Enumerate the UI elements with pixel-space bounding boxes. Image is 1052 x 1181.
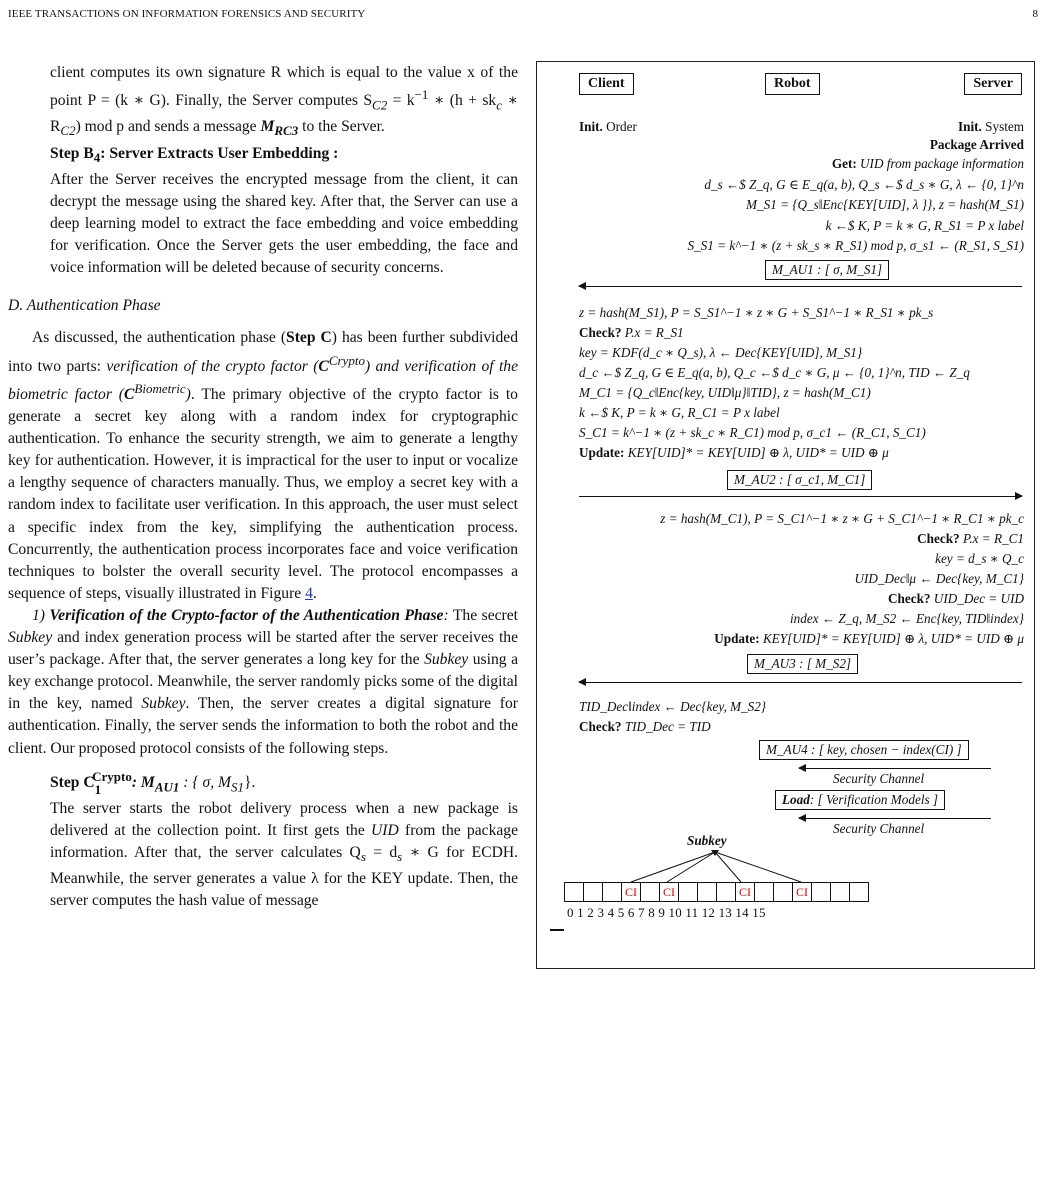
text: S1 <box>230 778 244 794</box>
protocol-figure <box>536 61 1035 969</box>
left-column <box>8 62 518 913</box>
server-verify-3: UID_Dec‖μ ← Dec{key, M_C1} <box>854 571 1024 586</box>
client-eq-4: M_C1 = {Q_c‖Enc{key, UID‖μ}‖TID}, z = hash(M_C1) <box>579 385 871 400</box>
client-entity: Client <box>579 73 634 95</box>
key-cell <box>754 882 774 902</box>
server-verify-2: key = d_s ∗ Q_c <box>935 551 1024 566</box>
text: UID_Dec = UID <box>933 591 1024 606</box>
key-cell-ci: CI <box>659 882 679 902</box>
text: Subkey <box>424 651 469 669</box>
text: : [ Verification Models ] <box>809 792 939 807</box>
text: Verification of the Crypto-factor of the Authentication Phase <box>49 606 444 624</box>
text: . Then, the server creates a digital signature for authentication. Finally, the server sends the information to both the robot and the client. Our proposed protocol consists of the following steps. <box>8 695 518 757</box>
running-header: IEEE TRANSACTIONS ON INFORMATION FORENSICS AND SECURITY <box>8 8 366 20</box>
client-eq-6: S_C1 = k^−1 ∗ (z + sk_c ∗ R_C1) mod p, σ_c1 ← (R_C1, S_C1) <box>579 425 926 440</box>
key-indices: 0 1 2 3 4 5 6 7 8 9 10 11 12 13 14 15 <box>567 905 766 920</box>
text: : <box>443 606 449 624</box>
section-title: D. Authentication Phase <box>8 297 161 315</box>
key-cell <box>716 882 736 902</box>
text: AU1 <box>154 778 180 794</box>
key-cell <box>811 882 831 902</box>
key-cell <box>830 882 850 902</box>
text: s <box>397 849 403 865</box>
subkey-lines <box>537 62 1034 968</box>
robot-entity: Robot <box>765 73 820 95</box>
text: Crypto <box>328 352 365 368</box>
key-cell <box>678 882 698 902</box>
text: System <box>985 119 1024 134</box>
text: verification of the crypto factor ( <box>106 357 319 375</box>
text: Check? <box>579 719 622 734</box>
text: ∗ (h + sk <box>428 92 497 110</box>
text: C <box>123 386 135 404</box>
text: KEY[UID]* = KEY[UID] ⊕ λ, UID* = UID ⊕ μ <box>762 631 1024 646</box>
text: = d <box>365 844 398 862</box>
text: C <box>318 357 329 375</box>
text: ) <box>185 386 191 404</box>
paragraph-auth-phase <box>8 327 518 605</box>
text: ∗ G for ECDH. Meanwhile, the server generates a value λ for the KEY update. Then, the server computes the hash value of message <box>50 844 519 910</box>
subkey-label: Subkey <box>687 833 727 848</box>
paragraph-b4: After the Server receives the encrypted message from the client, it can decrypt the message using the shared key. After that, the Server can use a deep learning model to extract the face embedding and voice embedding for verification. Once the Server gets the user embedding, the face and voice information will be deleted because of security concerns. <box>50 170 518 277</box>
text: Get: <box>831 156 857 171</box>
text: Step C <box>50 773 95 791</box>
client-eq-1: z = hash(M_S1), P = S_S1^−1 ∗ z ∗ G + S_S1^−1 ∗ R_S1 ∗ pk_s <box>579 305 934 320</box>
text: P.x = R_C1 <box>962 531 1024 546</box>
text: Init. <box>958 119 982 134</box>
server-entity: Server <box>964 73 1022 95</box>
text: −1 <box>414 87 429 103</box>
text: 1) <box>32 606 50 624</box>
text: UID from package information <box>860 156 1024 171</box>
text: Check? <box>579 325 622 340</box>
text: UID <box>371 822 399 840</box>
text: from the package information. After that, the server calculates Q <box>50 822 519 862</box>
text: Check? <box>917 531 960 546</box>
key-cell-ci: CI <box>792 882 812 902</box>
message-mau3: M_AU3 : [ M_S2] <box>747 654 858 674</box>
message-mau2: M_AU2 : [ σ_c1, M_C1] <box>727 470 872 490</box>
server-eq-1: d_s ←$ Z_q, G ∈ E_q(a, b), Q_s ←$ d_s ∗ G, λ ← {0, 1}^n <box>704 177 1024 192</box>
text: Biometric <box>134 380 186 396</box>
text: TID_Dec = TID <box>624 719 711 734</box>
client-eq-2: key = KDF(d_c ∗ Q_s), λ ← Dec{KEY[UID], M_S1} <box>579 345 863 360</box>
text: : M <box>131 773 155 791</box>
text: : Server Extracts User Embedding : <box>100 144 339 162</box>
client-eq-3: d_c ←$ Z_q, G ∈ E_q(a, b), Q_c ←$ d_c ∗ G, μ ← {0, 1}^n, TID ← Z_q <box>579 365 970 380</box>
client-eq-5: k ←$ K, P = k ∗ G, R_C1 = P x label <box>579 405 780 420</box>
key-cell <box>849 882 869 902</box>
text: . <box>312 584 317 602</box>
text: Check? <box>888 591 931 606</box>
text: s <box>360 849 366 865</box>
text: ) mod p and sends a message <box>75 118 261 136</box>
key-cell-ci: CI <box>621 882 641 902</box>
paragraph-c1 <box>50 798 518 913</box>
text: RC3 <box>274 123 299 139</box>
server-eq-4: S_S1 = k^−1 ∗ (z + sk_s ∗ R_S1) mod p, σ_s1 ← (R_S1, S_S1) <box>687 238 1024 253</box>
message-mau4: M_AU4 : [ key, chosen − index(CI) ] <box>759 740 969 760</box>
step-b3-continuation <box>8 62 518 279</box>
text: Init. <box>579 119 603 134</box>
paragraph-b3 <box>50 62 518 143</box>
paragraph-crypto-factor <box>8 605 518 760</box>
text: Crypto <box>92 768 132 784</box>
text: Step B <box>50 144 94 162</box>
text: ) has been further subdivided into two parts: <box>8 329 519 375</box>
text: and index generation process will be started after the server receives the user’s package. After that, the server generates a long key for the <box>8 629 518 669</box>
text: Step C <box>286 329 332 347</box>
message-mau1: M_AU1 : [ σ, M_S1] <box>765 260 889 280</box>
text: Subkey <box>8 629 53 647</box>
key-cell <box>602 882 622 902</box>
server-verify-1: z = hash(M_C1), P = S_C1^−1 ∗ z ∗ G + S_C1^−1 ∗ R_C1 ∗ pk_c <box>660 511 1024 526</box>
text: client computes its own signature R which is equal to the value x of the point P = (k ∗ G). Finally, the Server computes S <box>50 64 518 110</box>
text: verification of the biometric factor ( <box>8 357 518 404</box>
text: C2 <box>372 97 388 113</box>
subkey-grid <box>565 882 869 902</box>
text: ∗ R <box>50 92 519 136</box>
text: Load <box>782 792 810 807</box>
text: ) and <box>364 357 405 375</box>
security-channel-2: Security Channel <box>833 821 925 836</box>
text: using a key exchange protocol. Meanwhile, the server randomly picks some of the digital in the key, named <box>8 651 518 713</box>
text: C2 <box>60 123 76 139</box>
key-cell <box>564 882 584 902</box>
text: Update: <box>714 631 760 646</box>
text: 1 <box>94 781 102 797</box>
security-channel-1: Security Channel <box>833 771 925 786</box>
text: KEY[UID]* = KEY[UID] ⊕ λ, UID* = UID ⊕ μ <box>627 445 889 460</box>
text: The secret <box>448 606 518 624</box>
server-eq-3: k ←$ K, P = k ∗ G, R_S1 = P x label <box>825 218 1024 233</box>
key-cell <box>697 882 717 902</box>
client-decrypt: TID_Dec‖index ← Dec{key, M_S2} <box>579 699 767 714</box>
key-cell <box>773 882 793 902</box>
text: = k <box>387 92 415 110</box>
key-cell-ci: CI <box>735 882 755 902</box>
step-c1 <box>8 766 518 913</box>
server-verify-4: index ← Z_q, M_S2 ← Enc{key, TID‖index} <box>790 611 1024 626</box>
page-number: 8 <box>1032 8 1038 20</box>
text: The server starts the robot delivery process when a new package is delivered at the collection point. It first gets the <box>50 800 518 840</box>
text: Subkey <box>141 695 186 713</box>
key-cell <box>583 882 603 902</box>
key-cell <box>640 882 660 902</box>
step-b4-heading <box>50 143 518 169</box>
text: 4 <box>93 149 101 165</box>
text: to the Server. <box>298 118 385 136</box>
server-eq-2: M_S1 = {Q_s‖Enc{KEY[UID], λ }}, z = hash(M_S1) <box>746 197 1024 212</box>
text: As discussed, the authentication phase ( <box>32 329 287 347</box>
text: : { σ, M <box>179 773 231 791</box>
text: P.x = R_S1 <box>624 325 684 340</box>
text: Update: <box>579 445 625 460</box>
figure-link[interactable]: 4 <box>305 584 313 602</box>
text: }. <box>243 773 256 791</box>
text: Order <box>606 119 637 134</box>
text: M <box>260 118 275 136</box>
package-arrived: Package Arrived <box>929 137 1024 152</box>
text: . The primary objective of the crypto factor is to generate a secret key along with a random index for cryptographic authentication. To enhance the security strength, we aim to generate a lengthy key for authentication. However, it is impractical for the user to input or vocalize a lengthy sequence of characters manually. Thus, we employ a secret key with a random index to facilitate user verification. In this approach, the user must select a specific index from the key, simplifying the authentication process. Concurrently, the authentication process incorporates face and voice verification techniques to bolster the overall security level. The protocol encompasses a sequence of steps, visually illustrated in Figure <box>8 386 518 602</box>
text: c <box>496 97 503 113</box>
step-c1-heading <box>50 766 518 798</box>
